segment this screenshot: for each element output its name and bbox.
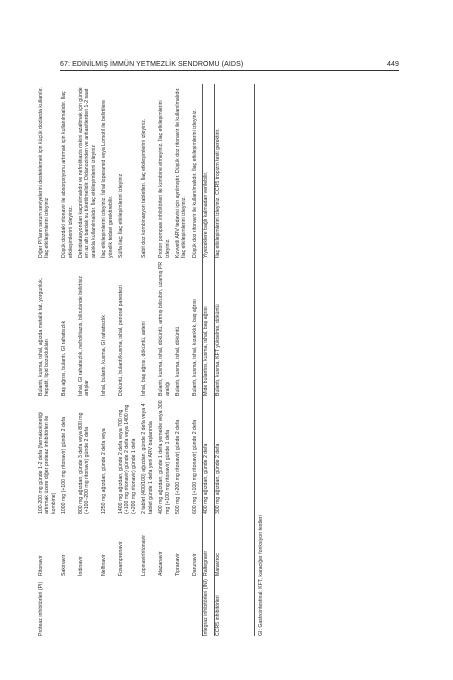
chapter-title: 67: EDİNİLMİŞ İMMÜN YETMEZLİK SENDROMU (AIDS) [60,61,244,68]
table-row [192,84,198,636]
cell-drug-class: CCR5 inhibitörleri [214,576,221,636]
cell-drug-name: Sakinavir [61,554,68,576]
cell-notes: Diğer PI'ların serum seviyelerini desteklemek için küçük dozlarda kullanılır. İlaç etkileşimlerini izleyiniz [38,87,51,258]
page-number: 449 [387,61,399,68]
table-row [175,84,188,636]
cell-notes: Proton pompası inhibitörleri ile kombine etmeyiniz. İlaç etkileşimlerini izleyiniz. [158,100,171,258]
cell-side-effects: İshal, GI rahatsızlık, nefrolitiazis, bilirubinde belirtisiz artışlar [78,276,91,396]
cell-drug-name: Raltegravir [203,514,210,576]
cell-notes: Sülfa ilaç; İlaç etkileşimlerini izleyiniz [118,173,125,258]
table-row [214,84,221,636]
cell-dose: 1250 mg ağızdan, günde 2 defa veya [101,428,108,514]
table-row [38,84,57,636]
cell-drug-class [141,576,154,636]
cell-dose: 1000 mg (+100 mg ritonavir) günde 2 defa [61,416,68,514]
cell-drug-name: Maraviroc [214,514,221,576]
footnote-rule [254,84,255,636]
cell-drug-class [61,576,74,636]
cell-dose: 100-200 mg günde 1-2 defa (farmakokinetiği artırmak üzere diğer proteaz inhibitörleri ile kombine) [38,411,57,514]
cell-drug-name: Fosamprenavir [118,541,125,576]
table-row [158,84,171,636]
table-row [61,84,74,636]
running-header [60,61,399,71]
table-row [141,84,154,636]
cell-drug-class [101,576,114,636]
row-spacer-cell [221,84,225,636]
table-row [118,84,137,636]
cell-drug-name: Darunavir [191,553,198,576]
cell-drug-class: Proteaz inhibitörleri (PI) [38,581,44,636]
cell-notes: Yiyeceklere bağlı kalmadan verilebilir. [203,84,210,258]
cell-side-effects: Baş ağrısı, bulantı, GI rahatsızlık [61,320,68,396]
cell-side-effects: İshal, baş ağrısı, döküntü, asteni [141,321,148,396]
cell-notes: Sabit doz kombinasyon tabletleri. İlaç etkileşimlerini izleyiniz. [141,118,148,258]
cell-drug-class [158,576,171,636]
cell-drug-name: Tipranavir [174,553,181,576]
cell-drug-name: İndinavir [78,556,85,576]
cell-notes: Kuvvetli ARV tedavisi için ayrılmıştır. Düşük doz ritonavir ile kullanılmalıdır. İlaç etkileşimlerini izleyiniz. [174,87,188,258]
cell-drug-class [175,576,188,636]
cell-dose: 2 tablet (400/100) ağızdan, günde 2 defa veya 4 tablet günde 1 defa yeni ARV başlarında [141,403,154,514]
row-spacer [221,84,225,636]
cell-drug-name: Lopinavir/ritonavir [141,535,148,576]
table-row [101,84,114,636]
cell-drug-class [118,576,137,636]
cell-drug-name: Atazanavir [158,551,165,576]
cell-dose: 500 mg (+200 mg ritonavir) günde 2 defa [174,419,181,514]
table-body [38,84,225,636]
cell-side-effects: Bulantı, kusma, KFT yükselme, döküntü [214,258,221,396]
cell-side-effects: Mide bulantısı, kusma, ishal, baş ağrısı [203,258,210,396]
cell-notes: Düşük dozdaki ritonavir ile absorpsiyonu artırmak için kullanılmalıdır. İlaç etkileşimlerini izleyiniz. [61,91,74,258]
cell-notes: Düşük doz ritonavir ile kullanılmalıdır. İlaç etkileşimlerini izleyiniz. [191,109,198,258]
cell-dose: 400 mg ağızdan, günde 1 defa yemekle veya 300 mg (+100 mg ritonavir) günde 1 defa [158,400,171,514]
cell-drug-name: Nelfinavir [101,554,108,576]
cell-side-effects: Bulantı, kusma, ishal, döküntü [174,326,181,396]
table-footnote: GI: Gastrointestinal; KFT, karaciğer fonksiyon testleri [258,515,264,636]
cell-drug-name: Ritonavir [38,555,44,576]
cell-notes: İlaç etkileşimlerini izleyiniz. CCR5 tropizm testi gerektirir. [214,84,221,258]
cell-side-effects: İshal, bulantı, kusma, GI rahatsızlık [101,314,108,396]
cell-notes: İlaç etkileşimlerini izleyiniz. İshal loperamid veya Lomotil ile belirtilere yönelik tedavi gerektirebilir. [101,100,114,258]
cell-side-effects: Bulantı, kusma, ishal, ağızda metalik tat, yorgunluk, hepatit, lipid bozuklukları [38,277,51,396]
cell-dose: 600 mg (+100 mg ritonavir) günde 2 defa [191,419,198,514]
cell-dose: 400 mg ağızdan, günde 2 defa [203,396,210,514]
cell-dose: 300 mg ağızdan, günde 2 defa [214,396,221,514]
rotated-drug-table [38,84,368,636]
table-row [78,84,97,636]
cell-dose: 1400 mg ağızdan, günde 2 defa veya 700 mg (+100 mg ritonavir) günde 2 defa veya 1400 mg (+200 mg ritonavir) günde 1 defa [118,404,137,514]
cell-side-effects: Bulantı, kusma, ishal, döküntü, artmış bilirubin, uzamış PR aralığı [158,261,171,396]
cell-drug-class [78,576,97,636]
table-row [203,84,210,636]
cell-notes: Dehidratasyondan kaçınılmalıdır ve nefrolitiazis riskini azaltmak için günde en az altı bardak su tüketilmelidir. Didanozinden ve antiasitlerden 1-2 saat aralıkla kullanılmalıdır. İlaç etkileşimlerini izleyiniz [78,87,97,258]
drug-table [38,84,225,636]
cell-side-effects: Bulantı, kusma, ishal, kızarıklık, baş ağrısı [191,299,198,396]
cell-drug-class: İntegraz inhibitörleri (INI) [203,576,210,636]
cell-dose: 800 mg ağızdan, günde 3 defa veya 800 mg (+100–200 mg ritonavir) günde 2 defa [78,412,91,514]
cell-side-effects: Döküntü, bulantı/kusma, ishal, perioral parestezi [118,285,125,396]
